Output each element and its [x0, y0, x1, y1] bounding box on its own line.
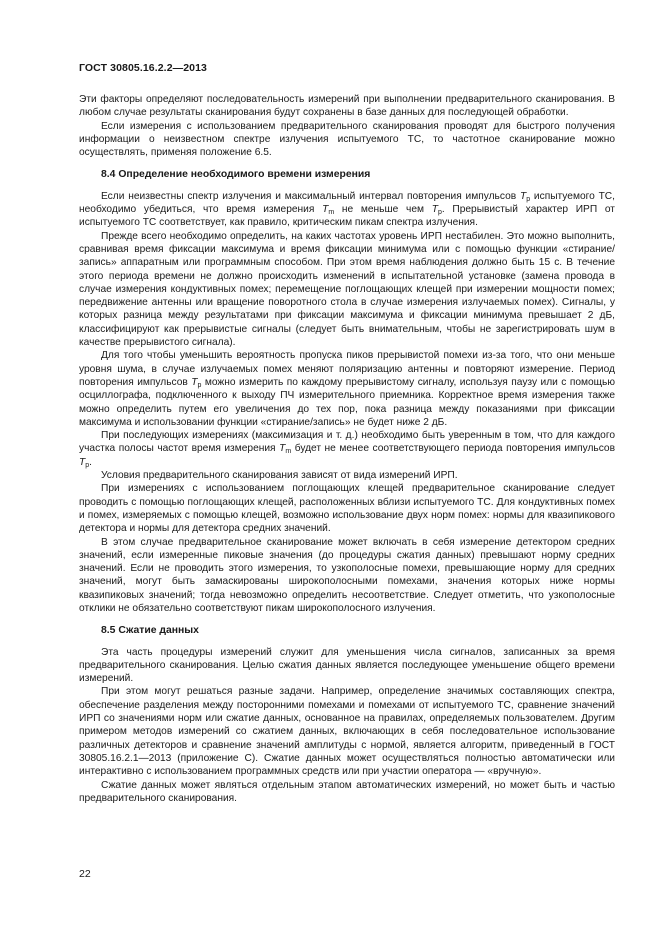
paragraph: Если измерения с использованием предварительного сканирования проводят для быстрого получения информации о неизвестном спектре излучения испытуемого ТС, то частотное сканирование можно осуществлять, применяя положение 6.5.	[79, 120, 615, 159]
paragraph: Эта часть процедуры измерений служит для уменьшения числа сигналов, записанных за время предварительного сканирования. Целью сжатия данных является последующее уменьшение общего времени измерений.	[79, 646, 615, 685]
paragraph: При последующих измерениях (максимизация и т. д.) необходимо быть уверенным в том, что для каждого участка полосы частот время измерения $T_m$ будет не менее соответствующего периода повторения импульсов $T_p$.	[79, 430, 615, 469]
section-heading-8-5: 8.5 Сжатие данных	[101, 625, 199, 637]
paragraph: Если неизвестны спектр излучения и максимальный интервал повторения импульсов $T_p$ испытуемого ТС, необходимо убедиться, что время измерения $T_m$ не меньше чем $T_p$. Прерывистый характер ИРП от испытуемого ТС соответствует, как правило, критическим пикам спектра излучения.	[79, 190, 615, 229]
section-heading-8-4: 8.4 Определение необходимого времени измерения	[101, 169, 371, 181]
paragraph: Прежде всего необходимо определить, на каких частотах уровень ИРП нестабилен. Это можно выполнить, сравнивая время фиксации максимума и время фиксации минимума или с помощью функции «стирание/запись» аппаратным или программным способом. При этом время наблюдения должно быть 15 с. В течение этого периода времени не должно происходить изменений в испытательной установке (замена провода в случае измерения кондуктивных помех; перемещение поглощающих клещей при измерении мощности помех; передвижение антенны или вращение поворотного стола в случае измерения излучаемых помех). Сигналы, у которых разница между результатами при фиксации максимума и фиксации минимума превышает 2 дБ, классифицируют как прерывистые сигналы (следует быть внимательным, чтобы не зарегистрировать шум в качестве прерывистого сигнала).	[79, 230, 615, 349]
paragraph: При этом могут решаться разные задачи. Например, определение значимых составляющих спектра, обеспечение разделения между посторонними помехами и помехами от испытуемого ТС, сравнение значений ИРП со значениями норм или сжатие данных, основанное на правилах, определяемых пользователем. Другим примером методов измерений со сжатием данных, включающих в себя последовательное использование различных детекторов и сравнение значений амплитуды с нормой, является алгоритм, приведенный в ГОСТ 30805.16.2.1—2013 (приложение С). Сжатие данных может осуществляться полностью автоматически или интерактивно с использованием программных средств или при участии оператора — «вручную».	[79, 686, 615, 778]
document-body	[79, 93, 615, 805]
paragraph: Для того чтобы уменьшить вероятность пропуска пиков прерывистой помехи из-за того, что они меньше уровня шума, в случае излучаемых помех меняют поляризацию антенны и повторяют измерение. Период повторения импульсов $T_p$ можно измерить по каждому прерывистому сигналу, используя паузу или с помощью осциллографа, подключенного к выходу ПЧ измерительного приемника. Корректное время измерения также можно определить путем его увеличения до тех пор, пока разница между показаниями при фиксации максимума и использовании функции «стирание/запись» не будет ниже 2 дБ.	[79, 350, 615, 428]
paragraph: Условия предварительного сканирования зависят от вида измерений ИРП.	[101, 470, 458, 482]
paragraph: Эти факторы определяют последовательность измерений при выполнении предварительного сканирования. В любом случае результаты сканирования будут сохранены в базе данных для последующей обработки.	[79, 94, 615, 119]
paragraph: В этом случае предварительное сканирование может включать в себя измерение детектором средних значений, если измеренные пиковые значения (до процедуры сжатия данных) превышают норму средних значений. Если не проводить этого измерения, то узкополосные помехи, превышающие норму для средних значений, могут быть замаскированы широкополосными помехами, значения которых ниже нормы квазипиковых значений; тогда невозможно определить несоответствие. Следует отметить, что узкополосные отклики не обязательно соответствуют пикам широкополосного излучения.	[79, 536, 615, 614]
document-header: ГОСТ 30805.16.2.2—2013	[79, 62, 207, 74]
paragraph: При измерениях с использованием поглощающих клещей предварительное сканирование следует проводить с помощью поглощающих клещей, расположенных вблизи испытуемого ТС. Для кондуктивных помех и помех, измеряемых с помощью клещей, возможно использование двух норм помех: нормы для квазипикового детектора и нормы для детектора средних значений.	[79, 483, 615, 535]
page-number: 22	[79, 868, 91, 880]
paragraph: Сжатие данных может являться отдельным этапом автоматических измерений, но может быть и частью предварительного сканирования.	[79, 779, 615, 804]
